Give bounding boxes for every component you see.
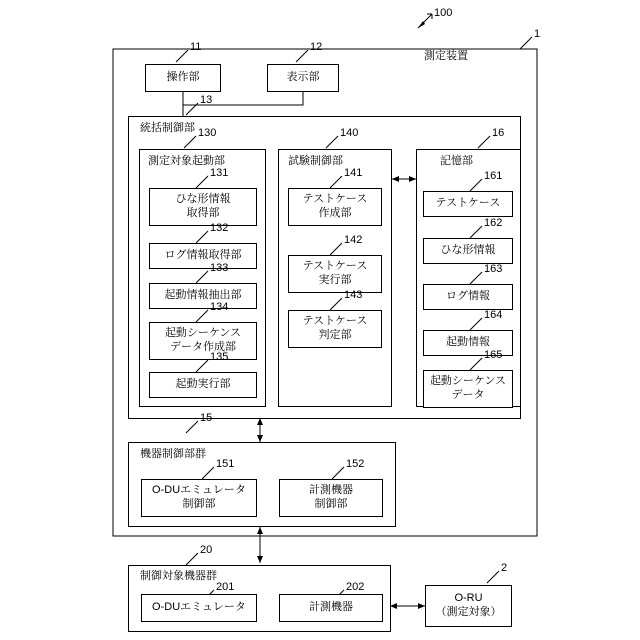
ref-131: 131 bbox=[210, 167, 229, 179]
ref-11: 11 bbox=[190, 41, 202, 53]
block-measuring-device[interactable]: 計測機器 bbox=[279, 594, 383, 622]
block-measuring-device-control-unit[interactable]: 計測機器 制御部 bbox=[279, 479, 383, 517]
ref-151: 151 bbox=[216, 458, 235, 470]
ref-133: 133 bbox=[210, 262, 229, 274]
ref-130: 130 bbox=[198, 127, 217, 139]
ref-143: 143 bbox=[344, 289, 363, 301]
ref-161: 161 bbox=[484, 170, 503, 182]
ref-162: 162 bbox=[484, 217, 503, 229]
ref-134: 134 bbox=[210, 301, 229, 313]
block-template-info-acquisition-unit[interactable]: ひな形情報 取得部 bbox=[149, 188, 257, 226]
ref-140: 140 bbox=[340, 127, 359, 139]
block-operation-unit[interactable]: 操作部 bbox=[145, 64, 221, 92]
ref-100: 100 bbox=[434, 7, 453, 19]
block-display-unit[interactable]: 表示部 bbox=[267, 64, 339, 92]
block-odu-emulator-control-unit[interactable]: O-DUエミュレータ 制御部 bbox=[141, 479, 257, 517]
ref-132: 132 bbox=[210, 222, 229, 234]
device-label: 測定装置 bbox=[424, 50, 468, 62]
block-startup-execution-unit[interactable]: 起動実行部 bbox=[149, 372, 257, 398]
ref-152: 152 bbox=[346, 458, 365, 470]
ref-201: 201 bbox=[216, 581, 235, 593]
ref-202: 202 bbox=[346, 581, 365, 593]
ref-12: 12 bbox=[310, 41, 323, 53]
block-startup-sequence-data[interactable]: 起動シーケンス データ bbox=[423, 370, 513, 408]
ref-165: 165 bbox=[484, 349, 503, 361]
block-startup-info[interactable]: 起動情報 bbox=[423, 330, 513, 356]
block-test-case[interactable]: テストケース bbox=[423, 191, 513, 217]
integrated-control-unit-label: 統括制御部 bbox=[140, 122, 195, 134]
ref-13: 13 bbox=[200, 94, 213, 106]
test-control-unit-label: 試験制御部 bbox=[288, 155, 343, 167]
ref-1: 1 bbox=[534, 28, 541, 40]
block-odu-emulator[interactable]: O-DUエミュレータ bbox=[141, 594, 257, 622]
measurement-target-startup-unit-label: 測定対象起動部 bbox=[148, 155, 225, 167]
block-startup-sequence-data-creation-unit[interactable]: 起動シーケンス データ作成部 bbox=[149, 322, 257, 360]
ref-2: 2 bbox=[501, 562, 508, 574]
ref-16: 16 bbox=[492, 127, 505, 139]
ref-141: 141 bbox=[344, 167, 363, 179]
block-test-case-judgment-unit[interactable]: テストケース 判定部 bbox=[288, 310, 382, 348]
ref-135: 135 bbox=[210, 351, 229, 363]
block-log-info-acquisition-unit[interactable]: ログ情報取得部 bbox=[149, 243, 257, 269]
block-storage-unit[interactable] bbox=[416, 149, 521, 407]
block-oru[interactable]: O-RU （測定対象） bbox=[425, 585, 512, 627]
device-control-group-label: 機器制御部群 bbox=[140, 448, 206, 460]
ref-163: 163 bbox=[484, 263, 503, 275]
block-log-info[interactable]: ログ情報 bbox=[423, 284, 513, 310]
block-test-case-execution-unit[interactable]: テストケース 実行部 bbox=[288, 255, 382, 293]
block-template-info[interactable]: ひな形情報 bbox=[423, 238, 513, 264]
block-startup-info-extraction-unit[interactable]: 起動情報抽出部 bbox=[149, 283, 257, 309]
storage-unit-label: 記憶部 bbox=[440, 155, 473, 167]
ref-20: 20 bbox=[200, 544, 213, 556]
control-target-device-group-label: 制御対象機器群 bbox=[140, 570, 217, 582]
ref-164: 164 bbox=[484, 309, 503, 321]
ref-142: 142 bbox=[344, 234, 363, 246]
block-test-case-creation-unit[interactable]: テストケース 作成部 bbox=[288, 188, 382, 226]
ref-15: 15 bbox=[200, 412, 213, 424]
